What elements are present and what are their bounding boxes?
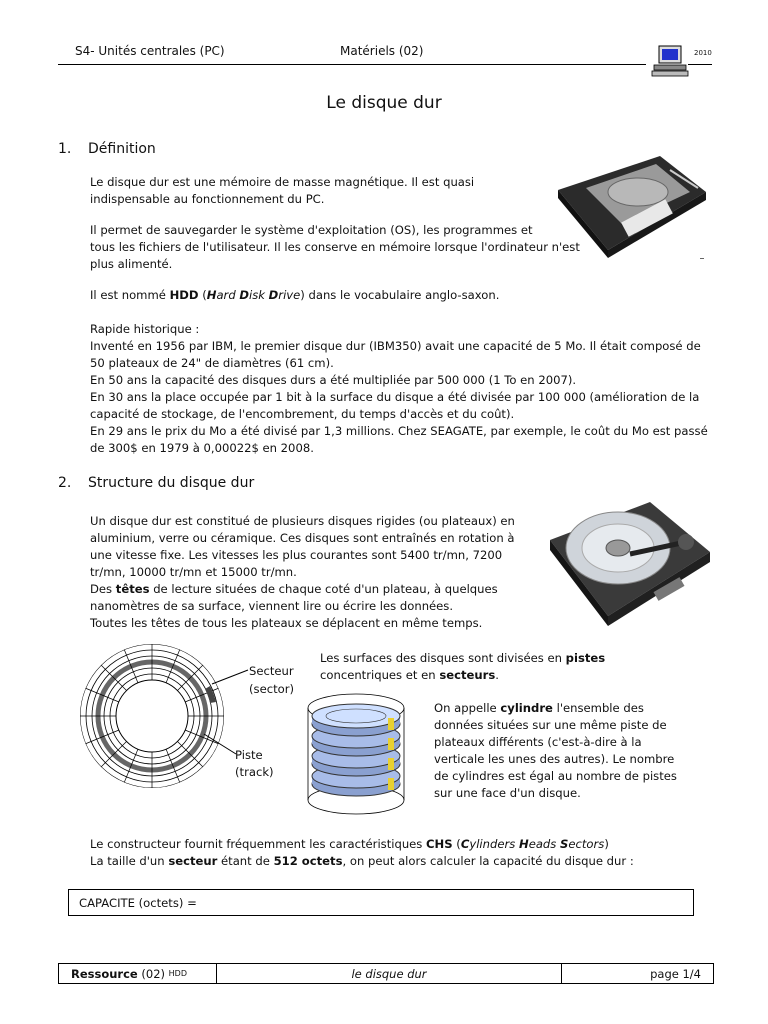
footer-hdd: HDD bbox=[168, 969, 187, 978]
chs-text bbox=[90, 836, 710, 870]
heads-post: de lecture situées de chaque coté d'un plateau, à quelques nanomètres de sa surface, viennent lire ou écrire les données. bbox=[90, 582, 498, 613]
chs-h: H bbox=[518, 837, 529, 851]
chs-bold: CHS bbox=[426, 837, 453, 851]
cylinder-text bbox=[434, 700, 684, 802]
size-secteur: secteur bbox=[168, 854, 218, 868]
footer-ressource bbox=[59, 964, 217, 983]
footer-center: le disque dur bbox=[217, 964, 562, 983]
section1-number: 1. bbox=[58, 141, 72, 157]
computer-icon bbox=[650, 44, 690, 78]
header-rule bbox=[58, 64, 646, 65]
hdd-pre: Il est nommé bbox=[90, 288, 170, 302]
header-year: 2010 bbox=[694, 49, 712, 57]
history-3: En 30 ans la place occupée par 1 bit à la surface du disque a été divisée par 100 000 (amélioration de la capacité de stockage, de l'encombrement, du temps d'accès et du coût). bbox=[90, 390, 700, 421]
surfaces-text bbox=[320, 650, 630, 684]
chs-s: S bbox=[560, 837, 569, 851]
hdd-h: H bbox=[206, 288, 217, 302]
footer-ressource-label: Ressource bbox=[71, 966, 138, 981]
hdd-open-image bbox=[546, 496, 714, 630]
size-pre: La taille d'un bbox=[90, 854, 169, 868]
header-center: Matériels (02) bbox=[340, 44, 424, 58]
history-2: En 50 ans la capacité des disques durs a été multipliée par 500 000 (1 To en 2007). bbox=[90, 373, 577, 387]
secteur-label: Secteur bbox=[249, 664, 294, 678]
surf-pistes: pistes bbox=[565, 651, 606, 665]
hdd-ard: ard bbox=[216, 288, 240, 302]
structure-p1 bbox=[90, 513, 535, 632]
hdd-post: ) dans le vocabulaire anglo-saxon. bbox=[300, 288, 500, 302]
capacity-formula-box bbox=[68, 889, 694, 916]
surf-pre: Les surfaces des disques sont divisées en bbox=[320, 651, 566, 665]
chs-open: ( bbox=[452, 837, 461, 851]
section2-title: Structure du disque dur bbox=[88, 475, 255, 491]
heads-bold: têtes bbox=[115, 582, 150, 596]
platter-stack bbox=[312, 704, 400, 796]
cylinder-diagram bbox=[300, 688, 418, 818]
hdd-closed-image bbox=[552, 152, 712, 264]
definition-p1 bbox=[90, 174, 510, 208]
cyl-pre: On appelle bbox=[434, 701, 501, 715]
definition-p2 bbox=[90, 222, 602, 273]
definition-p2a-text: Il permet de sauvegarder le système d'exploitation (OS), les programmes et bbox=[90, 223, 533, 237]
chs-close: ) bbox=[604, 837, 609, 851]
hdd-open: ( bbox=[198, 288, 207, 302]
cyl-post: l'ensemble des données situées sur une même piste de plateaux différents (c'est-à-dire à la verticale les unes des autres). Le nombre de cylindres est égal au nombre de pistes sur une face d'un disque. bbox=[434, 701, 677, 800]
definition-p1-text: Le disque dur est une mémoire de masse magnétique. Il est quasi indispensable au fonctionnement du PC. bbox=[90, 175, 475, 206]
hdd-abbr: HDD bbox=[169, 288, 199, 302]
chs-eads: eads bbox=[528, 837, 561, 851]
track-label: (track) bbox=[235, 765, 274, 779]
hdd-rive: rive bbox=[278, 288, 301, 302]
chs-pre: Le constructeur fournit fréquemment les caractéristiques bbox=[90, 837, 427, 851]
size-post: , on peut alors calculer la capacité du disque dur : bbox=[342, 854, 634, 868]
hdd-d: D bbox=[239, 288, 249, 302]
size-mid: étant de bbox=[217, 854, 274, 868]
surf-mid: concentriques et en bbox=[320, 668, 440, 682]
section1-title: Définition bbox=[88, 141, 156, 157]
hdd-d2: D bbox=[268, 288, 279, 302]
history-4: En 29 ans le prix du Mo a été divisé par 1,3 millions. Chez SEAGATE, par exemple, le coût du Mo est passé de 300$ en 1979 à 0,00022$ en 2008. bbox=[90, 424, 708, 455]
surf-secteurs: secteurs bbox=[439, 668, 496, 682]
structure-p3: Toutes les têtes de tous les plateaux se déplacent en même temps. bbox=[90, 616, 483, 630]
footer-num: (02) bbox=[137, 966, 169, 981]
capacity-formula-label: CAPACITE (octets) = bbox=[79, 896, 197, 910]
heads-pre: Des bbox=[90, 582, 116, 596]
chs-c: C bbox=[460, 837, 470, 851]
history-1: Inventé en 1956 par IBM, le premier disque dur (IBM350) avait une capacité de 5 Mo. Il était composé de 50 plateaux de 24" de diamètres (61 cm). bbox=[90, 339, 701, 370]
definition-p2b-text: tous les fichiers de l'utilisateur. Il les conserve en mémoire lorsque l'ordinateur n'est plus alimenté. bbox=[90, 240, 580, 271]
definition-p3 bbox=[90, 287, 650, 304]
piste-label: Piste bbox=[235, 748, 263, 762]
structure-p1-text: Un disque dur est constitué de plusieurs disques rigides (ou plateaux) en aluminium, verre ou céramique. Ces disques sont entraînés en rotation à une vitesse fixe. Les vitesses les plus courantes sont 5400 tr/mn, 7200 tr/mn, 10000 tr/mn et 15000 tr/mn. bbox=[90, 514, 515, 579]
image-mark bbox=[700, 258, 704, 259]
chs-ectors: ectors bbox=[568, 837, 605, 851]
page-title: Le disque dur bbox=[326, 93, 442, 113]
surf-end: . bbox=[495, 668, 499, 682]
footer bbox=[58, 963, 714, 984]
section2-number: 2. bbox=[58, 475, 72, 491]
sector-label: (sector) bbox=[249, 682, 294, 696]
history-title: Rapide historique : bbox=[90, 322, 200, 336]
history-block bbox=[90, 321, 710, 457]
chs-ylinders: ylinders bbox=[469, 837, 519, 851]
header-rule-right bbox=[688, 64, 712, 65]
size-octets: 512 octets bbox=[273, 854, 343, 868]
header-left: S4- Unités centrales (PC) bbox=[75, 44, 225, 58]
hdd-isk: isk bbox=[249, 288, 269, 302]
footer-page: page 1/4 bbox=[650, 966, 701, 981]
cyl-bold: cylindre bbox=[500, 701, 553, 715]
